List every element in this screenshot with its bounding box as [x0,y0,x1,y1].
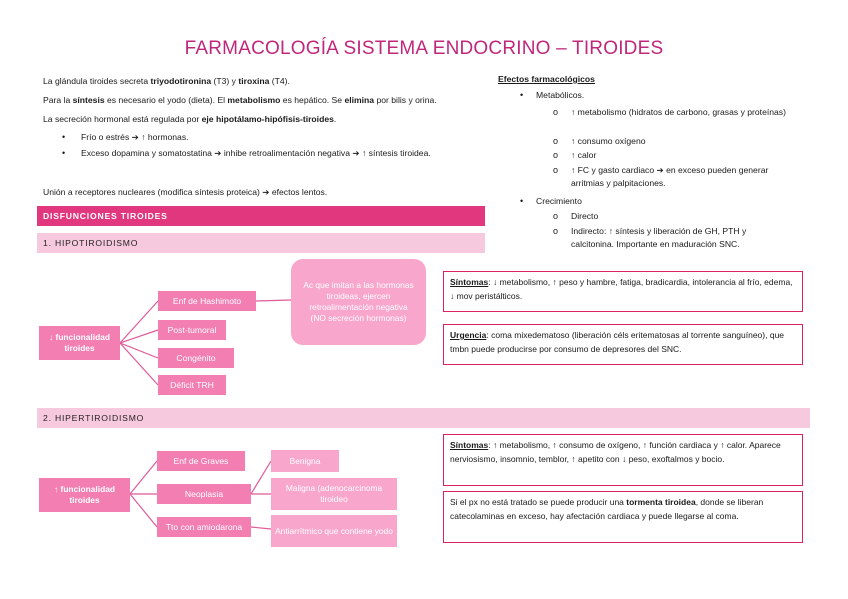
hiper-root-node: ↑ funcionalidad tiroides [39,478,130,512]
intro-line-1: La glándula tiroides secreta triyodotironina (T3) y tiroxina (T4). [43,76,290,86]
hiper-tormenta-box: Si el px no está tratado se puede producir una tormenta tiroidea, donde se liberan catecolaminas en exceso, hay afectación cardiaca y puede llegarse al coma. [443,491,803,543]
hipo-urgencia-box: Urgencia: coma mixedematoso (liberación céls eritematosas al torrente sanguíneo), que tmbn puede producirse por consumo de depresores del SNC. [443,324,803,365]
effects-heading: Efectos farmacológicos [498,74,595,84]
intro-line-3: La secreción hormonal está regulada por eje hipotálamo-hipófisis-tiroides. [43,114,337,124]
hipo-node-post-tumoral: Post-tumoral [158,320,226,340]
hiper-node-amiodarona: Tto con amiodarona [157,517,251,537]
hipo-hashimoto-note: Ac que imitan a las hormonas tiroideas, ejercen retroalimentación negativa (NO secreción hormonas) [291,259,426,345]
hiper-sintomas-box: Síntomas: ↑ metabolismo, ↑ consumo de oxígeno, ↑ función cardiaca y ↑ calor. Aparece nerviosismo, insomnio, temblor, ↑ apetito con ↓ peso, exoftalmos y bocio. [443,434,803,486]
hiper-node-neoplasia: Neoplasia [157,484,251,504]
effects-metab: • Metabólicos. [520,90,585,100]
section-hipertiroidismo: 2. HIPERTIROIDISMO [37,408,810,428]
hiper-node-graves: Enf de Graves [157,451,245,471]
intro-line-4: Unión a receptores nucleares (modifica síntesis proteica) ➔ efectos lentos. [43,187,328,197]
section-hipotiroidismo: 1. HIPOTIROIDISMO [37,233,485,253]
hiper-node-antiarritmico: Antiarrítmico que contiene yodo [271,515,397,547]
hiper-node-benigna: Benigna [271,450,339,472]
hipo-node-congenito: Congénito [158,348,234,368]
hipo-sintomas-box: Síntomas: ↓ metabolismo, ↑ peso y hambre, fatiga, bradicardia, intolerancia al frío, edema, ↓ mov peristálticos. [443,271,803,312]
hipo-root-node: ↓ funcionalidad tiroides [39,326,120,360]
hipo-node-deficit-trh: Déficit TRH [158,375,226,395]
page-title: FARMACOLOGÍA SISTEMA ENDOCRINO – TIROIDES [184,38,664,59]
hiper-node-maligna: Maligna (adenocarcinoma tiroideo [271,478,397,510]
section-disfunciones: DISFUNCIONES TIROIDES [37,206,485,226]
hipo-node-hashimoto: Enf de Hashimoto [158,291,256,311]
intro-line-2: Para la síntesis es necesario el yodo (dieta). El metabolismo es hepático. Se elimina por bilis y orina. [43,95,437,105]
